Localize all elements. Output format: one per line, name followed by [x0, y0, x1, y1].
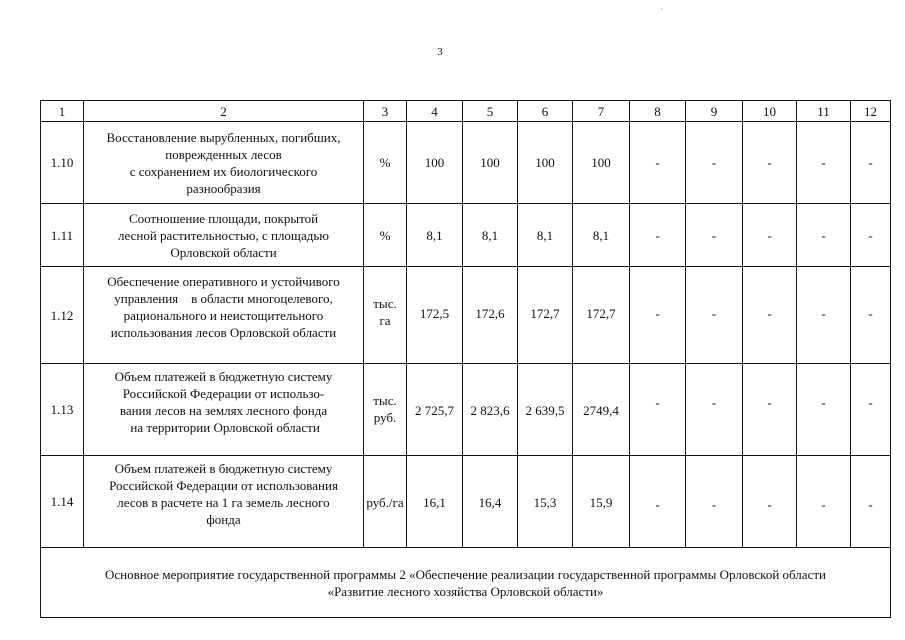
indicator-name-line: Российской Федерации от использо- [122, 386, 325, 401]
value-cell: - [797, 364, 851, 456]
value-cell: - [851, 456, 891, 548]
column-header: 8 [630, 101, 686, 122]
unit-line: % [379, 227, 391, 243]
indicator-name-line: рационального и неистощительного [123, 308, 324, 323]
indicator-name-line: фонда [206, 512, 241, 527]
page-number: 3 [437, 46, 443, 58]
table-row [41, 122, 891, 204]
value-cell: - [797, 122, 851, 204]
column-header: 12 [851, 101, 891, 122]
indicator-name-line: использования лесов Орловской области [110, 325, 337, 340]
column-header: 6 [518, 101, 573, 122]
column-header: 5 [463, 101, 518, 122]
column-number-row [41, 101, 891, 122]
value-cell: 100 [573, 122, 630, 204]
value-cell: - [743, 364, 797, 456]
column-header: 11 [797, 101, 851, 122]
unit-cell [364, 267, 407, 364]
value-cell: 15,3 [518, 456, 573, 548]
unit-line: тыс. [373, 296, 397, 311]
value-cell: - [797, 204, 851, 267]
unit-cell [364, 122, 407, 204]
unit-line: руб. [373, 410, 397, 425]
value-cell: 8,1 [407, 204, 463, 267]
value-cell: - [630, 364, 686, 456]
value-cell: - [797, 456, 851, 548]
indicator-name-line: разнообразия [186, 180, 261, 196]
indicator-name-line: на территории Орловской области [127, 420, 320, 435]
value-cell: 172,5 [407, 267, 463, 364]
section-heading [41, 548, 891, 618]
indicator-name-line: Восстановление вырубленных, погибших, [106, 129, 341, 145]
value-cell: 15,9 [573, 456, 630, 548]
section-heading-line: Основное мероприятие государственной программы 2 «Обеспечение реализации государственной программы Орловской области [105, 566, 826, 582]
row-number: 1.10 [41, 122, 84, 204]
indicator-name-line: лесов в расчете на 1 га земель лесного [117, 495, 330, 510]
section-heading-line: «Развитие лесного хозяйства Орловской области» [327, 583, 604, 599]
value-cell: 100 [407, 122, 463, 204]
value-cell: - [851, 364, 891, 456]
value-cell: 8,1 [518, 204, 573, 267]
value-cell: 100 [518, 122, 573, 204]
value-cell: - [686, 456, 743, 548]
column-header: 4 [407, 101, 463, 122]
unit-line: га [379, 313, 391, 328]
value-cell: 8,1 [463, 204, 518, 267]
unit-line: руб./га [366, 495, 404, 510]
value-cell: 8,1 [573, 204, 630, 267]
indicator-name [84, 267, 364, 364]
value-cell: - [851, 122, 891, 204]
section-row [41, 548, 891, 618]
value-cell: 2749,4 [573, 364, 630, 456]
value-cell: - [743, 456, 797, 548]
value-cell: 172,7 [518, 267, 573, 364]
value-cell: 2 823,6 [463, 364, 518, 456]
column-header: 7 [573, 101, 630, 122]
column-header: 3 [364, 101, 407, 122]
value-cell: - [851, 267, 891, 364]
value-cell: 2 725,7 [407, 364, 463, 456]
row-number: 1.13 [41, 364, 84, 456]
column-header: 2 [84, 101, 364, 122]
indicator-name [84, 364, 364, 456]
indicator-name [84, 204, 364, 267]
indicator-name-line: поврежденных лесов [165, 146, 282, 162]
indicator-name-line: лесной растительностью, с площадью [118, 227, 329, 243]
indicator-name-line: Обеспечение оперативного и устойчивого [107, 274, 340, 289]
value-cell: - [630, 204, 686, 267]
row-number: 1.14 [41, 456, 84, 548]
value-cell: - [630, 122, 686, 204]
indicator-name [84, 456, 364, 548]
unit-cell [364, 456, 407, 548]
indicator-name-line: Соотношение площади, покрытой [128, 210, 319, 226]
unit-cell [364, 204, 407, 267]
value-cell: 172,7 [573, 267, 630, 364]
value-cell: - [743, 204, 797, 267]
indicator-name-line: вания лесов на землях лесного фонда [119, 403, 328, 418]
indicator-name [84, 122, 364, 204]
value-cell: - [630, 456, 686, 548]
indicator-name-line: управления в области многоцелевого, [114, 291, 333, 306]
unit-line: % [379, 155, 391, 170]
unit-line: тыс. [373, 393, 397, 408]
column-header: 1 [41, 101, 84, 122]
value-cell: - [686, 364, 743, 456]
corner-mark: · [660, 4, 663, 14]
row-number: 1.12 [41, 267, 84, 364]
value-cell: - [743, 122, 797, 204]
value-cell: - [743, 267, 797, 364]
value-cell: - [686, 122, 743, 204]
value-cell: - [686, 204, 743, 267]
unit-cell [364, 364, 407, 456]
value-cell: - [851, 204, 891, 267]
indicator-name-line: Российской Федерации от использования [109, 478, 338, 493]
value-cell: - [630, 267, 686, 364]
column-header: 9 [686, 101, 743, 122]
value-cell: 100 [463, 122, 518, 204]
value-cell: 172,6 [463, 267, 518, 364]
value-cell: 16,4 [463, 456, 518, 548]
column-header: 10 [743, 101, 797, 122]
row-number: 1.11 [41, 204, 84, 267]
table-row [41, 364, 891, 456]
table-row [41, 267, 891, 364]
indicator-name-line: Объем платежей в бюджетную систему [114, 369, 333, 384]
indicator-name-line: с сохранением их биологического [129, 163, 318, 179]
indicators-table [40, 100, 891, 618]
table-row [41, 456, 891, 548]
table-row [41, 204, 891, 267]
value-cell: 2 639,5 [518, 364, 573, 456]
indicator-name-line: Объем платежей в бюджетную систему [114, 461, 333, 476]
value-cell: - [686, 267, 743, 364]
value-cell: - [797, 267, 851, 364]
value-cell: 16,1 [407, 456, 463, 548]
indicator-name-line: Орловской области [170, 244, 277, 260]
